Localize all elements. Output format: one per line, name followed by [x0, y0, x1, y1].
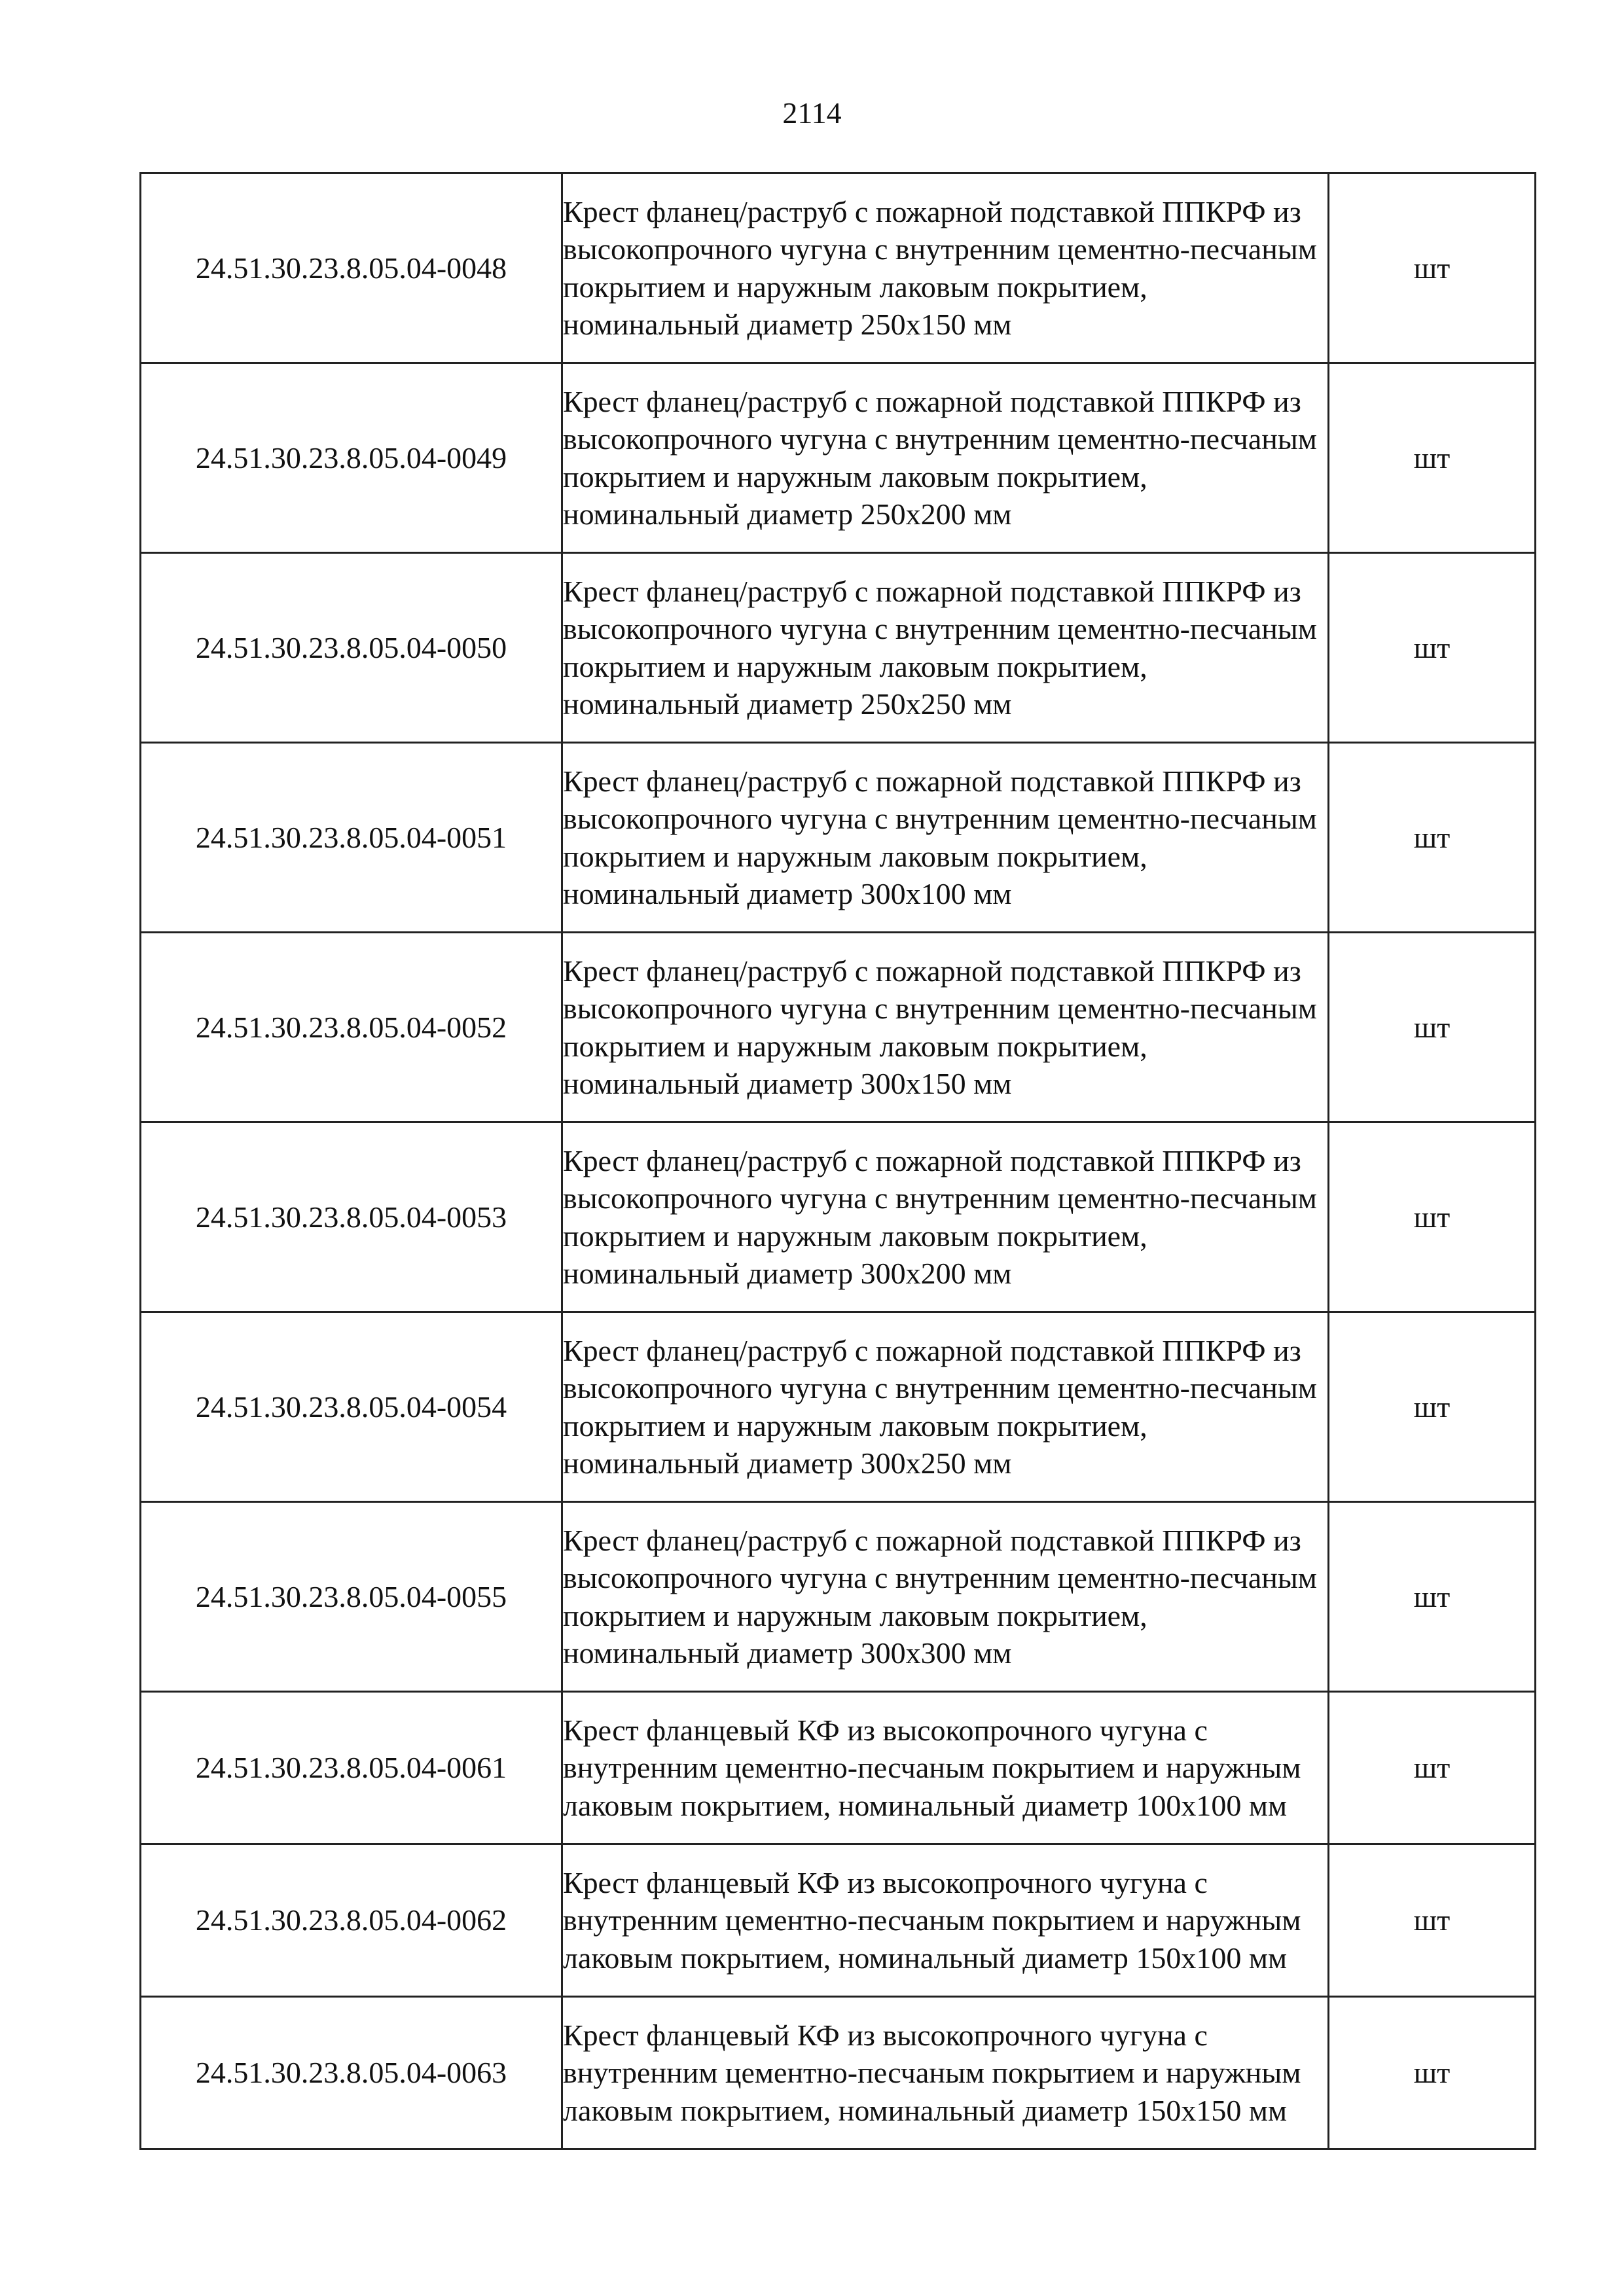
description-text: Крест фланцевый КФ из высокопрочного чугуна с внутренним цементно-песчаным покрытием и наружным лаковым покрытием, номинальный диаметр 100х100 мм — [563, 1713, 1301, 1822]
description-cell — [562, 1997, 1329, 2149]
table-row — [141, 1997, 1536, 2149]
unit-cell: шт — [1329, 363, 1536, 553]
unit-cell: шт — [1329, 743, 1536, 933]
table-row — [141, 173, 1536, 363]
unit-cell: шт — [1329, 933, 1536, 1122]
resource-table — [139, 172, 1536, 2150]
description-text: Крест фланцевый КФ из высокопрочного чугуна с внутренним цементно-песчаным покрытием и наружным лаковым покрытием, номинальный диаметр 150х100 мм — [563, 1865, 1301, 1975]
table-row — [141, 743, 1536, 933]
table-row — [141, 363, 1536, 553]
table-row — [141, 933, 1536, 1122]
description-text: Крест фланец/раструб с пожарной подставкой ППКРФ из высокопрочного чугуна с внутренним цементно-песчаным покрытием и наружным лаковым покрытием, номинальный диаметр 300х300 мм — [563, 1523, 1317, 1670]
table-row — [141, 1844, 1536, 1997]
description-cell — [562, 743, 1329, 933]
description-text: Крест фланец/раструб с пожарной подставкой ППКРФ из высокопрочного чугуна с внутренним цементно-песчаным покрытием и наружным лаковым покрытием, номинальный диаметр 300х150 мм — [563, 954, 1317, 1100]
code-cell: 24.51.30.23.8.05.04-0048 — [141, 173, 562, 363]
description-cell — [562, 933, 1329, 1122]
table-row — [141, 1502, 1536, 1692]
description-cell — [562, 1844, 1329, 1997]
description-text: Крест фланец/раструб с пожарной подставкой ППКРФ из высокопрочного чугуна с внутренним цементно-песчаным покрытием и наружным лаковым покрытием, номинальный диаметр 300х200 мм — [563, 1143, 1317, 1290]
table-row — [141, 1122, 1536, 1312]
code-cell: 24.51.30.23.8.05.04-0050 — [141, 553, 562, 743]
description-cell — [562, 1122, 1329, 1312]
code-cell: 24.51.30.23.8.05.04-0062 — [141, 1844, 562, 1997]
unit-cell: шт — [1329, 173, 1536, 363]
description-text: Крест фланцевый КФ из высокопрочного чугуна с внутренним цементно-песчаным покрытием и наружным лаковым покрытием, номинальный диаметр 150х150 мм — [563, 2018, 1301, 2127]
code-cell: 24.51.30.23.8.05.04-0053 — [141, 1122, 562, 1312]
unit-cell: шт — [1329, 553, 1536, 743]
code-cell: 24.51.30.23.8.05.04-0049 — [141, 363, 562, 553]
description-text: Крест фланец/раструб с пожарной подставкой ППКРФ из высокопрочного чугуна с внутренним цементно-песчаным покрытием и наружным лаковым покрытием, номинальный диаметр 250х150 мм — [563, 194, 1317, 341]
unit-cell: шт — [1329, 1122, 1536, 1312]
description-cell — [562, 363, 1329, 553]
unit-cell: шт — [1329, 1692, 1536, 1844]
description-text: Крест фланец/раструб с пожарной подставкой ППКРФ из высокопрочного чугуна с внутренним цементно-песчаным покрытием и наружным лаковым покрытием, номинальный диаметр 300х250 мм — [563, 1333, 1317, 1480]
table-row — [141, 553, 1536, 743]
table-row — [141, 1312, 1536, 1502]
unit-cell: шт — [1329, 1502, 1536, 1692]
description-cell — [562, 553, 1329, 743]
description-cell — [562, 1692, 1329, 1844]
description-text: Крест фланец/раструб с пожарной подставкой ППКРФ из высокопрочного чугуна с внутренним цементно-песчаным покрытием и наружным лаковым покрытием, номинальный диаметр 250х250 мм — [563, 574, 1317, 721]
description-text: Крест фланец/раструб с пожарной подставкой ППКРФ из высокопрочного чугуна с внутренним цементно-песчаным покрытием и наружным лаковым покрытием, номинальный диаметр 250х200 мм — [563, 384, 1317, 531]
description-cell — [562, 1312, 1329, 1502]
code-cell: 24.51.30.23.8.05.04-0052 — [141, 933, 562, 1122]
page-number: 2114 — [782, 96, 842, 130]
description-text: Крест фланец/раструб с пожарной подставкой ППКРФ из высокопрочного чугуна с внутренним цементно-песчаным покрытием и наружным лаковым покрытием, номинальный диаметр 300х100 мм — [563, 764, 1317, 910]
table-row — [141, 1692, 1536, 1844]
description-cell — [562, 1502, 1329, 1692]
unit-cell: шт — [1329, 1844, 1536, 1997]
unit-cell: шт — [1329, 1997, 1536, 2149]
code-cell: 24.51.30.23.8.05.04-0051 — [141, 743, 562, 933]
description-cell — [562, 173, 1329, 363]
code-cell: 24.51.30.23.8.05.04-0061 — [141, 1692, 562, 1844]
code-cell: 24.51.30.23.8.05.04-0054 — [141, 1312, 562, 1502]
code-cell: 24.51.30.23.8.05.04-0055 — [141, 1502, 562, 1692]
unit-cell: шт — [1329, 1312, 1536, 1502]
code-cell: 24.51.30.23.8.05.04-0063 — [141, 1997, 562, 2149]
